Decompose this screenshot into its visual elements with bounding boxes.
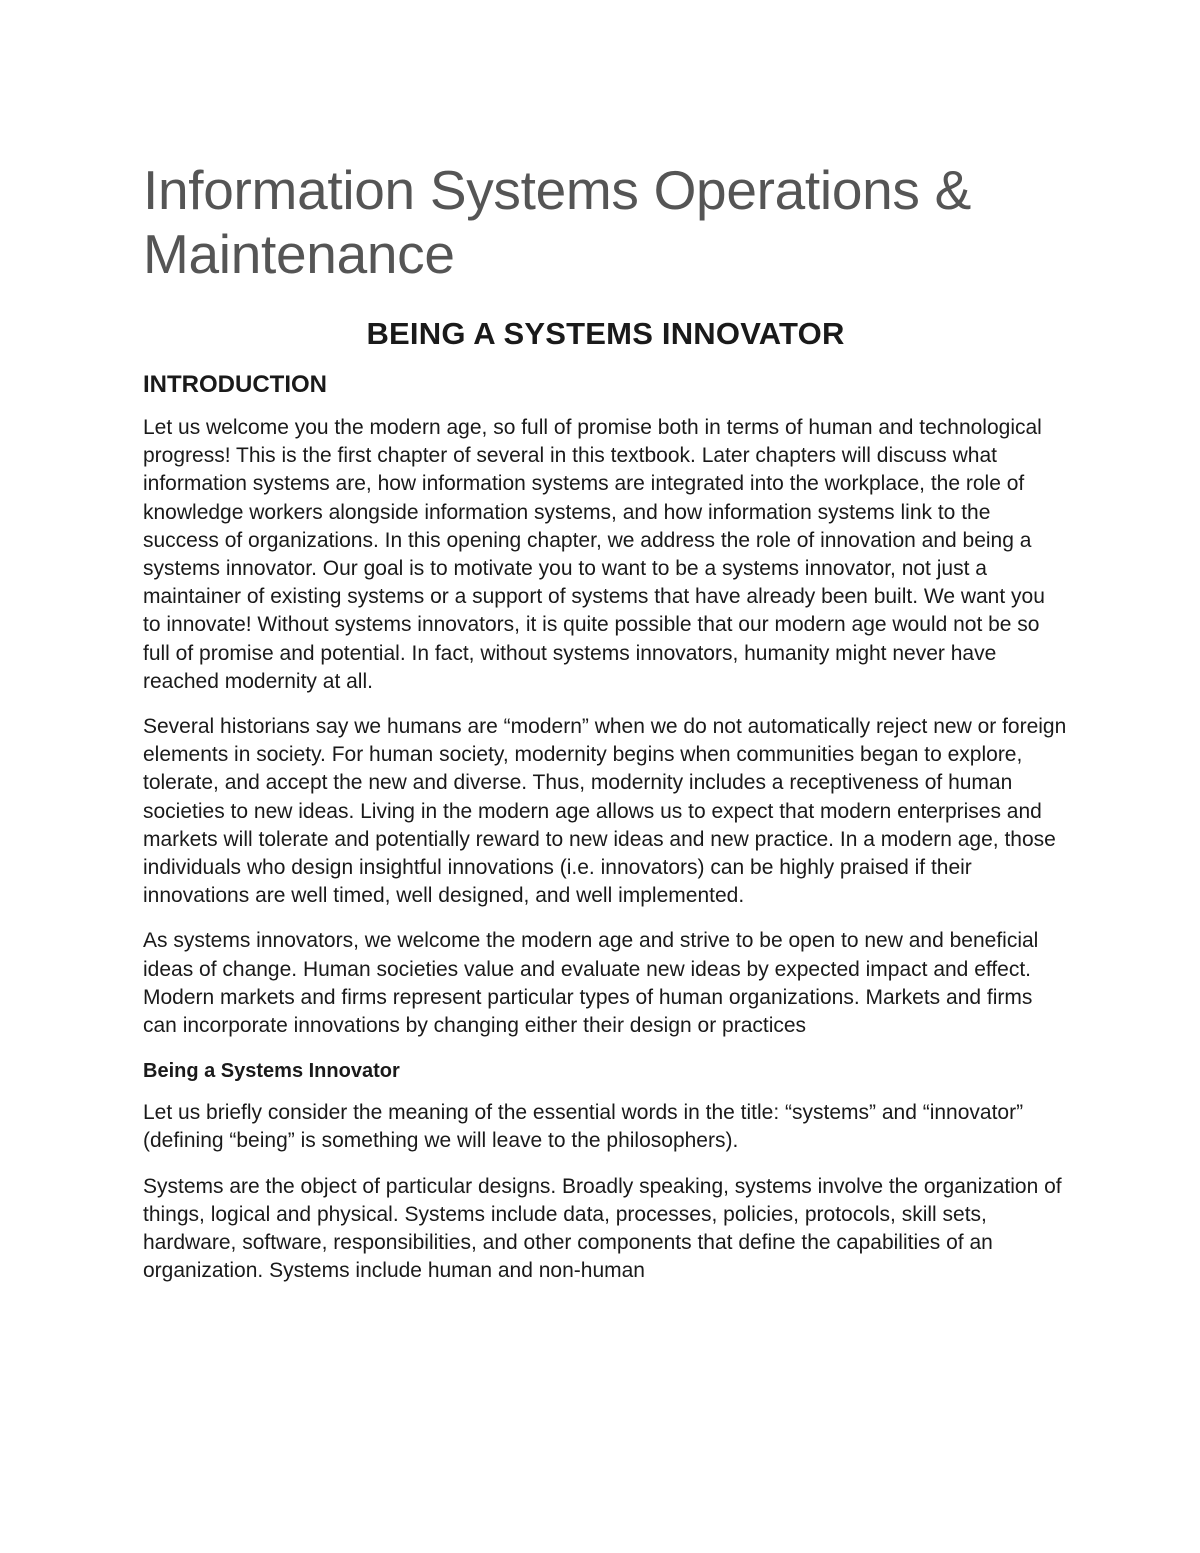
chapter-title: BEING A SYSTEMS INNOVATOR (366, 316, 845, 351)
section-subheading: Being a Systems Innovator (143, 1060, 400, 1083)
section-heading: INTRODUCTION (143, 371, 327, 398)
document-page (143, 158, 1068, 1285)
body-paragraph: As systems innovators, we welcome the modern age and strive to be open to new and beneficial ideas of change. Human societies value and evaluate new ideas by expected impact and effect. Modern markets and firms represent particular types of human organizations. Markets and firms can incorporate innovations by changing either their design or practices (143, 929, 1039, 1038)
section-introduction (143, 370, 1068, 1040)
body-paragraph: Several historians say we humans are “modern” when we do not automatically reject new or foreign elements in society. For human society, modernity begins when communities began to explore, tolerate, and accept the new and diverse. Thus, modernity includes a receptiveness of human societies to new ideas. Living in the modern age allows us to expect that modern enterprises and markets will tolerate and potentially reward to new ideas and new practice. In a modern age, those individuals who design insightful innovations (i.e. innovators) can be highly praised if their innovations are well timed, well designed, and well implemented. (143, 715, 1067, 908)
section-being-a-systems-innovator (143, 1057, 1068, 1285)
body-paragraph: Let us welcome you the modern age, so full of promise both in terms of human and technological progress! This is the first chapter of several in this textbook. Later chapters will discuss what information systems are, how information systems are integrated into the workplace, the role of knowledge workers alongside information systems, and how information systems link to the success of organizations. In this opening chapter, we address the role of innovation and being a systems innovator. Our goal is to motivate you to want to be a systems innovator, not just a maintainer of existing systems or a support of systems that have already been built. We want you to innovate! Without systems innovators, it is quite possible that our modern age would not be so full of promise and potential. In fact, without systems innovators, humanity might never have reached modernity at all. (143, 416, 1045, 693)
body-paragraph: Let us briefly consider the meaning of the essential words in the title: “systems” and “innovator” (defining “being” is something we will leave to the philosophers). (143, 1101, 1024, 1153)
document-title: Information Systems Operations & Maintenance (143, 159, 971, 285)
body-paragraph: Systems are the object of particular designs. Broadly speaking, systems involve the organization of things, logical and physical. Systems include data, processes, policies, protocols, skill sets, hardware, software, responsibilities, and other components that define the capabilities of an organization. Systems include human and non-human (143, 1174, 1062, 1283)
